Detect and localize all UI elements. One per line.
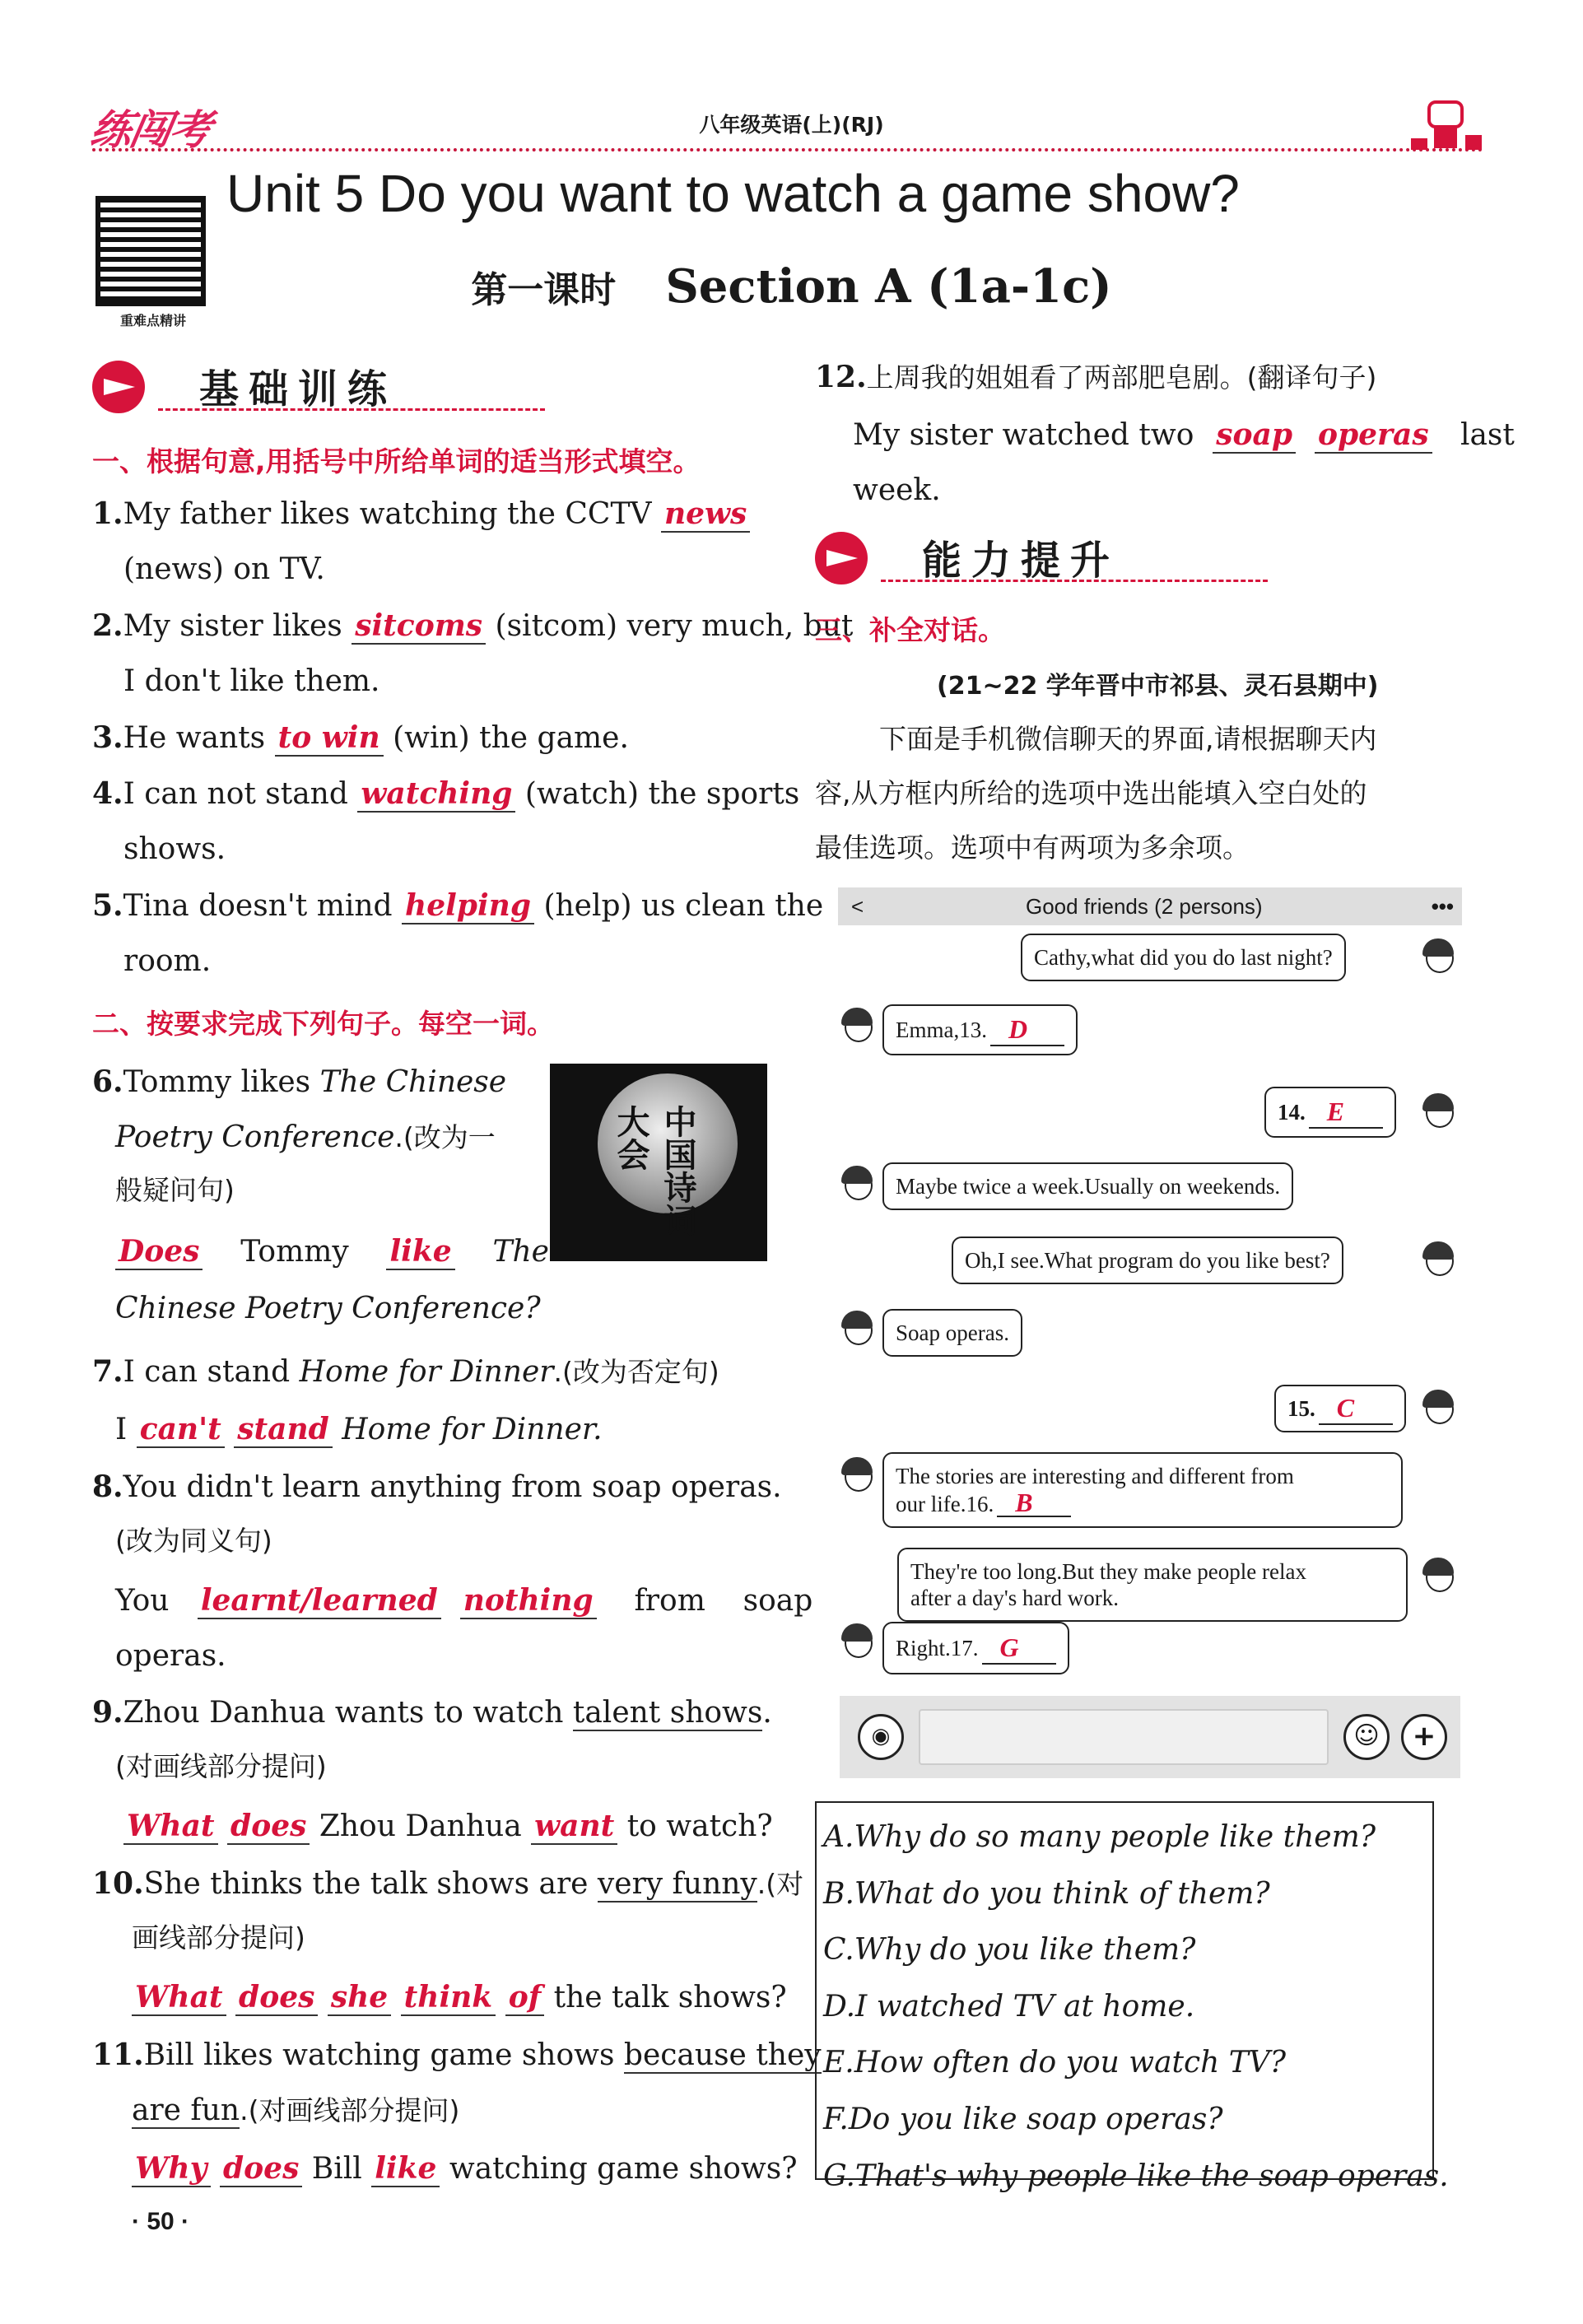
brand-logo: 练闯考 <box>86 106 214 154</box>
avatar-emma <box>838 1457 874 1497</box>
basic-training-banner <box>92 356 553 421</box>
unit-title: Unit 5 Do you want to watch a game show? <box>226 164 1240 223</box>
question-2-cont: I don't like them. <box>123 664 380 698</box>
option-e: E.How often do you watch TV? <box>823 2046 1287 2080</box>
question-5: 5.Tina doesn't mind helping (help) us clean the <box>92 888 824 923</box>
question-6-cont2: 般疑问句) <box>115 1174 235 1206</box>
part2-caption: 二、按要求完成下列句子。每空一词。 <box>92 1008 554 1040</box>
more-button[interactable]: ••• <box>1431 894 1454 919</box>
avatar-cathy <box>1419 1390 1455 1429</box>
part3-source: (21~22 学年晋中市祁县、灵石县期中) <box>937 672 1379 701</box>
avatar-emma <box>838 1008 874 1047</box>
question-4: 4.I can not stand watching (watch) the sports <box>92 776 800 811</box>
answer-15: C <box>1319 1393 1393 1425</box>
question-1: 1.My father likes watching the CCTV news <box>92 486 750 543</box>
msg-emma-13: Emma,13. D <box>882 1004 1078 1055</box>
part3-intro-3: 最佳选项。选项中有两项为多余项。 <box>815 831 1250 864</box>
option-g: G.That's why people like the soap operas. <box>823 2159 1449 2193</box>
question-3: 3.He wants to win (win) the game. <box>92 720 629 755</box>
page-number: · 50 · <box>132 2208 190 2235</box>
wechat-chat <box>838 887 1462 1781</box>
question-2: 2.My sister likes sitcoms (sitcom) very much, but <box>92 608 854 643</box>
question-6-cont: Poetry Conference.(改为一 <box>115 1120 496 1154</box>
question-5-cont: room. <box>123 944 212 978</box>
part1-caption: 一、根据句意,用括号中所给单词的适当形式填空。 <box>92 445 701 477</box>
question-11: 11.Bill likes watching game shows because they <box>92 2038 822 2072</box>
question-10-note: 画线部分提问) <box>132 1921 305 1954</box>
back-button[interactable]: < <box>851 894 864 919</box>
answer-13: D <box>990 1014 1064 1046</box>
options-box <box>815 1801 1449 2193</box>
question-6-answer-cont: Chinese Poetry Conference? <box>115 1292 541 1325</box>
question-9: 9.Zhou Danhua wants to watch talent shows. <box>92 1695 772 1730</box>
question-6-answer: Does Tommy like The <box>115 1223 549 1280</box>
answer-16: B <box>997 1489 1071 1517</box>
voice-icon[interactable]: ◉ <box>858 1714 904 1760</box>
ability-banner <box>815 527 1276 593</box>
fist-icon <box>1409 97 1483 151</box>
question-10-answer: What does she think of the talk shows? <box>132 1969 787 2026</box>
chat-title: Good friends (2 persons) <box>1026 894 1263 919</box>
banner-label: 能力提升 <box>922 538 1120 584</box>
option-f: F.Do you like soap operas? <box>823 2102 1223 2136</box>
lesson-title <box>0 259 1583 314</box>
option-d: D.I watched TV at home. <box>823 1989 1195 2024</box>
part3-intro-2: 容,从方框内所给的选项中选出能填入空白处的 <box>815 777 1367 809</box>
avatar-emma <box>838 1623 874 1663</box>
chat-input-bar <box>840 1696 1460 1778</box>
option-b: B.What do you think of them? <box>823 1876 1270 1911</box>
poetry-conference-image: 中国诗词大会 <box>550 1064 767 1261</box>
qr-caption: 重难点精讲 <box>119 313 186 328</box>
banner-label: 基础训练 <box>199 366 398 412</box>
answer-14: E <box>1309 1097 1383 1129</box>
lesson-en: Section A (1a-1c) <box>665 259 1112 314</box>
msg-cathy-1: Cathy,what did you do last night? <box>1021 934 1346 981</box>
avatar-emma <box>838 1166 874 1205</box>
msg-cathy-15: 15. C <box>1274 1385 1406 1432</box>
question-7-answer: I can't stand Home for Dinner. <box>115 1412 603 1446</box>
arrow-icon <box>92 361 145 413</box>
question-6: 6.Tommy likes The Chinese <box>92 1064 507 1099</box>
clock-icon <box>815 532 868 584</box>
question-9-answer: What does Zhou Danhua want to watch? <box>123 1798 773 1855</box>
lesson-cn: 第一课时 <box>471 269 617 311</box>
avatar-emma <box>838 1311 874 1350</box>
question-12: 12.上周我的姐姐看了两部肥皂剧。(翻译句子) <box>815 360 1377 394</box>
question-8-note: (改为同义句) <box>115 1525 272 1557</box>
question-9-note: (对画线部分提问) <box>115 1750 327 1782</box>
question-12-answer-cont: week. <box>853 473 941 507</box>
part3-caption: 三、补全对话。 <box>815 614 1005 646</box>
emoji-icon[interactable]: ☺ <box>1343 1714 1390 1760</box>
question-4-cont: shows. <box>123 832 226 866</box>
answer-3: to win <box>275 720 384 757</box>
question-10: 10.She thinks the talk shows are very funny.(对 <box>92 1866 804 1901</box>
msg-cathy-5: They're too long.But they make people relax after a day's hard work. <box>897 1548 1408 1622</box>
option-c: C.Why do you like them? <box>823 1933 1196 1968</box>
answer-17: G <box>982 1632 1056 1665</box>
chat-header <box>838 887 1462 925</box>
question-7: 7.I can stand Home for Dinner.(改为否定句) <box>92 1354 719 1389</box>
question-11-answer: Why does Bill like watching game shows? <box>132 2140 798 2197</box>
avatar-cathy <box>1419 1093 1455 1133</box>
question-8: 8.You didn't learn anything from soap operas. <box>92 1469 782 1504</box>
avatar-cathy <box>1419 1241 1455 1281</box>
answer-2: sitcoms <box>352 608 486 645</box>
question-8-answer-cont: operas. <box>115 1639 226 1673</box>
answer-5: helping <box>402 888 534 924</box>
avatar-cathy <box>1419 938 1455 978</box>
answer-1: news <box>661 496 750 533</box>
question-12-answer: My sister watched two soap operas last <box>853 417 1515 452</box>
header-divider <box>92 148 1483 151</box>
msg-cathy-14: 14. E <box>1264 1087 1396 1138</box>
msg-cathy-3: Oh,I see.What program do you like best? <box>952 1237 1343 1284</box>
msg-emma-17: Right.17. G <box>882 1622 1069 1674</box>
book-title: 八年级英语(上)(RJ) <box>699 113 884 137</box>
msg-emma-3: Soap operas. <box>882 1309 1022 1357</box>
question-8-answer: You learnt/learned nothing from soap <box>115 1583 813 1618</box>
part3-intro-1: 下面是手机微信聊天的界面,请根据聊天内 <box>879 723 1377 755</box>
msg-emma-16: The stories are interesting and different from our life.16. B <box>882 1452 1403 1528</box>
answer-4: watching <box>357 776 515 813</box>
avatar-cathy <box>1419 1558 1455 1597</box>
question-1-cont: (news) on TV. <box>123 552 325 586</box>
plus-icon[interactable]: + <box>1401 1714 1447 1760</box>
message-input[interactable] <box>919 1709 1329 1765</box>
option-a: A.Why do so many people like them? <box>823 1820 1376 1854</box>
question-11-cont: are fun.(对画线部分提问) <box>132 2093 460 2127</box>
msg-emma-2: Maybe twice a week.Usually on weekends. <box>882 1162 1293 1210</box>
